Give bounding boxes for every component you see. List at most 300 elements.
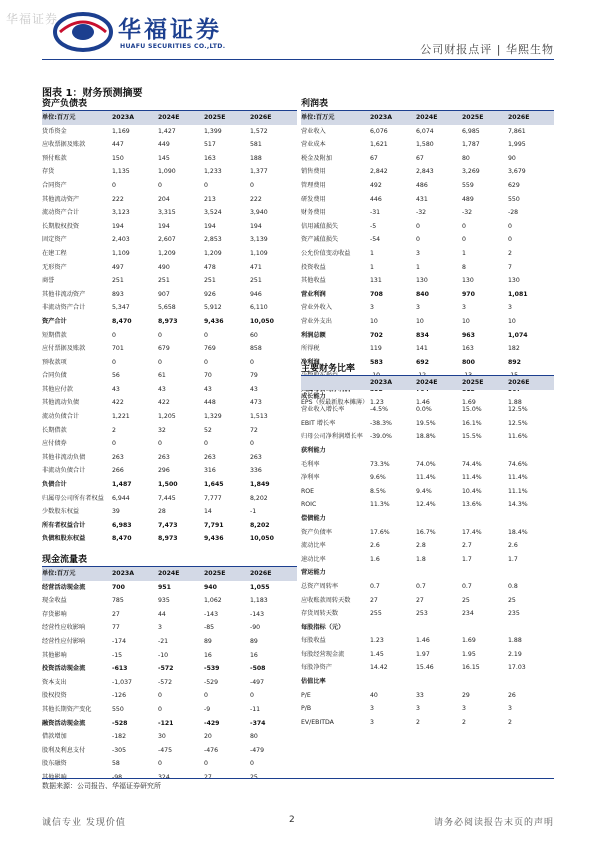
cell-value: 253 [416,610,428,618]
row-label: 利润总额 [301,331,326,339]
table-row [301,458,554,472]
table-row [301,539,554,553]
cell-value: 0 [204,358,208,366]
row-label: 负债合计 [42,481,67,489]
cell-value: 2,842 [370,168,388,176]
header-year: 2026E [508,114,530,121]
cell-value: -32 [462,209,473,217]
table-row [42,519,297,533]
footer-slogan: 诚信专业 发现价值 [42,818,126,828]
section-row [301,566,554,580]
cell-value [416,675,462,689]
row-label: 经营活动现金流 [42,583,86,591]
row-label: 货币资金 [42,127,67,135]
cell-value: 1,513 [250,413,268,421]
balance-sheet-table [42,97,297,546]
table-row [42,478,297,492]
cell-value: 2.19 [508,650,522,658]
cell-value: 11.4% [462,474,482,482]
cell-value: 449 [158,141,170,149]
row-label: 资产减值损失 [301,236,339,244]
cell-value: 7,777 [204,494,222,502]
row-label: 商誉 [42,277,55,285]
cell-value: 194 [158,222,170,230]
cell-value: 0.8 [508,582,518,590]
cell-value [416,390,462,404]
cell-value: 8,973 [158,317,178,325]
cell-value: 28 [158,508,166,516]
row-label: 总资产周转率 [301,582,339,590]
row-label: 其他非流动负债 [42,453,86,461]
cell-value: 1,135 [112,168,130,176]
cell-value: 1,645 [204,481,224,489]
cell-value: 0 [462,236,466,244]
section-row [301,621,554,635]
cell-value: 10 [462,317,470,325]
cell-value: 1,787 [462,141,480,149]
cell-value: 1,109 [112,249,130,257]
table-row [42,315,297,329]
cell-value: 1,233 [204,168,222,176]
cell-value: 194 [204,222,216,230]
table-row [42,676,297,690]
cell-value: 3,315 [158,209,176,217]
section-row [301,675,554,689]
table-row [42,649,297,663]
cell-value: -10 [158,651,169,659]
cell-value: 448 [204,399,216,407]
cell-value: 3 [508,705,512,713]
cell-value: 145 [158,154,170,162]
table-row [42,356,297,370]
cell-value: -539 [204,665,220,673]
row-label: 其他流动资产 [42,195,80,203]
row-label: 应收票据及账款 [42,141,86,149]
cell-value: 16.1% [462,419,482,427]
cell-value: -497 [250,678,265,686]
table-row [301,206,554,220]
cell-value: 907 [158,290,170,298]
cell-value: 74.4% [462,460,482,468]
cell-value: -508 [250,665,266,673]
cell-value: 17.4% [462,528,482,536]
section-row [301,390,554,404]
cell-value: 0 [250,181,254,189]
cell-value: 27 [112,610,120,618]
row-label: 税金及附加 [301,154,332,162]
cell-value: 893 [112,290,124,298]
table-row [42,689,297,703]
cell-value: 0 [204,331,208,339]
cell-value: 708 [370,290,383,298]
header-year: 2023A [112,570,135,577]
row-label: EBIT 增长率 [301,419,336,427]
cell-value: 204 [158,195,170,203]
cell-value: 6,983 [112,521,132,529]
cell-value: 2.6 [370,542,380,550]
cell-value: 11.6% [508,433,528,441]
cell-value: 490 [158,263,170,271]
table-row [42,193,297,207]
row-label: 资产负债率 [301,528,332,536]
cell-value: 9,436 [204,535,224,543]
cell-value: 2,853 [204,236,222,244]
header-year: 2024E [158,114,180,121]
cell-value: 7,791 [204,521,224,529]
header-unit-label: 单位:百万元 [301,114,335,121]
table-row [301,594,554,608]
cell-value: -305 [112,746,127,754]
row-label: 净利润 [301,358,320,366]
cell-value: 0.7 [416,582,426,590]
table-row [42,505,297,519]
cell-value: 559 [462,181,474,189]
table-row [42,233,297,247]
cell-value: 1,487 [112,481,132,489]
cell-value: -1,037 [112,678,132,686]
cell-value: 1.88 [508,637,522,645]
row-label: 股权投资 [42,692,67,700]
cell-value: 3 [462,705,466,713]
table-row [42,152,297,166]
row-label: 所得税 [301,345,320,353]
header-year: 2024E [416,379,438,386]
table-row [42,492,297,506]
row-label: 流动负债合计 [42,413,80,421]
row-label: 归属母公司所有者权益 [42,494,104,502]
cell-value: 194 [250,222,262,230]
cell-value: 5,347 [112,304,130,312]
cell-value: 5,912 [204,304,222,312]
cell-value: 1,500 [158,481,178,489]
cell-value [370,566,416,580]
table-row [301,580,554,594]
cell-value: -15 [112,651,123,659]
cell-value: -11 [250,705,261,713]
cell-value: 8,470 [112,317,132,325]
cell-value: -5 [370,222,377,230]
cell-value: 234 [462,610,474,618]
cell-value: 1,055 [250,583,270,591]
cell-value: 255 [370,610,382,618]
row-label: 公允价值变动收益 [301,249,351,257]
table-row [301,152,554,166]
cell-value [462,512,508,526]
cell-value: 7,861 [508,127,526,135]
row-label: 每股净资产 [301,664,332,672]
table-row [42,342,297,356]
cell-value [370,675,416,689]
cell-value: 25 [508,596,516,604]
cell-value: 2 [508,718,512,726]
row-label: 所有者权益合计 [42,521,86,529]
cell-value: -121 [158,719,174,727]
table-row [301,648,554,662]
table-row [301,485,554,499]
cell-value: 3,123 [112,209,130,217]
cell-value: -39.0% [370,433,392,441]
cell-value: -38.3% [370,419,392,427]
cell-value: 3 [508,304,512,312]
cell-value: 10,050 [250,317,274,325]
cell-value: 7 [508,263,512,271]
cell-value: 0 [416,236,420,244]
table-title: 主要财务比率 [301,362,554,376]
cell-value [370,621,416,635]
cell-value: 471 [250,263,262,271]
cell-value: 89 [250,637,258,645]
table-row [42,464,297,478]
cell-value: 1.95 [462,650,476,658]
row-label: 在建工程 [42,249,67,257]
cell-value: 263 [158,453,170,461]
cell-value: 222 [250,195,262,203]
cell-value: 14.3% [508,501,528,509]
cell-value: 1.69 [462,637,476,645]
cell-value [370,512,416,526]
row-label: 合同负债 [42,372,67,380]
cell-value: 10 [508,317,516,325]
watermark: 华福证券 [6,12,59,26]
header-unit-label [301,376,370,390]
cell-value: 67 [370,154,378,162]
cell-value: 422 [112,399,124,407]
table-row [301,193,554,207]
cell-value: 9.6% [370,474,386,482]
cell-value: 1,209 [204,249,222,257]
cell-value: 478 [204,263,216,271]
row-label: 营业外支出 [301,317,332,325]
cell-value: 6,944 [112,494,130,502]
cell-value: 119 [370,345,382,353]
cell-value: 52 [204,426,212,434]
row-label: 营业外收入 [301,304,332,312]
cell-value: 8,202 [250,521,270,529]
cell-value: 0 [158,331,162,339]
cell-value: 90 [508,154,516,162]
cell-value: 131 [370,277,382,285]
table-row [301,301,554,315]
cell-value: 1,081 [508,290,528,298]
cell-value: 1.23 [370,637,384,645]
cell-value: 12.5% [508,419,528,427]
cell-value: 1.6 [370,555,380,563]
cell-value: 0 [462,222,466,230]
cell-value: -374 [250,719,266,727]
cell-value: 446 [370,195,382,203]
cell-value: 0 [158,705,162,713]
cell-value [462,675,508,689]
cell-value: 1 [370,249,374,257]
table-row [301,661,554,675]
cell-value: 583 [370,358,383,366]
cell-value: -476 [204,746,219,754]
cell-value: 0 [508,236,512,244]
table-row [42,744,297,758]
cell-value: 12.4% [416,501,436,509]
header-year: 2026E [508,379,530,386]
cell-value: 1,995 [508,141,526,149]
row-label: 速动比率 [301,555,326,563]
table-row [42,138,297,152]
cell-value: 0 [250,692,254,700]
cell-value: 70 [204,372,212,380]
section-row [301,512,554,526]
header-year: 2023A [370,379,393,386]
cell-value: 473 [250,399,262,407]
logo-text-cn: 华福证券 [118,16,222,43]
cell-value [462,390,508,404]
cell-value: 692 [416,358,429,366]
row-label: 营业成本 [301,141,326,149]
table-row [301,179,554,193]
cell-value: 1 [462,249,466,257]
cell-value: 0 [112,331,116,339]
table-row [301,342,554,356]
cell-value: 0.0% [416,406,432,414]
table-row [301,138,554,152]
row-label: 经营性应付影响 [42,637,86,645]
footer-disclaimer: 请务必阅读报告末页的声明 [433,818,554,828]
table-row [301,716,554,730]
cell-value: 3,940 [250,209,268,217]
table-row [301,247,554,261]
table-row [301,702,554,716]
cell-value: 489 [462,195,474,203]
cell-value: -1 [250,508,257,516]
row-label: 投资收益 [301,263,326,271]
table-row [42,757,297,771]
row-label: 应收账款周转天数 [301,596,351,604]
table-row [42,125,297,139]
table-row [42,288,297,302]
cell-value: 8.5% [370,487,386,495]
cell-value: 840 [416,290,429,298]
row-label: 偿债能力 [301,514,326,522]
cell-value: 1.69 [462,399,476,407]
table-title: 利润表 [301,97,554,111]
cell-value: 2.8 [416,542,426,550]
row-label: 经营性应收影响 [42,624,86,632]
table-header-row [42,567,297,581]
cell-value: 1.46 [416,399,430,407]
cell-value [416,566,462,580]
page-number: 2 [289,815,295,825]
cell-value: 1.23 [370,399,384,407]
figure-title: 图表 1：财务预测摘要 [42,88,143,99]
cell-value [508,675,554,689]
cell-value: 970 [462,290,475,298]
cell-value: 33 [416,691,424,699]
row-label: 其他流动负债 [42,399,80,407]
row-label: 短期借款 [42,331,67,339]
cell-value: 701 [112,345,124,353]
cell-value: 58 [112,760,120,768]
table-row [301,403,554,417]
header-year: 2025E [204,114,226,121]
cell-value: 39 [112,508,120,516]
cell-value: 11.4% [416,474,436,482]
row-label: 合同资产 [42,181,67,189]
cell-value: 3 [370,718,374,726]
row-label: 存货周转天数 [301,610,339,618]
cell-value: 10.4% [462,487,482,495]
cell-value: 3 [370,304,374,312]
cell-value: 11.1% [508,487,528,495]
cell-value: 517 [204,141,216,149]
cell-value: 0 [204,760,208,768]
cell-value: 14 [204,508,212,516]
header-unit-label: 单位:百万元 [42,114,76,121]
table-row [301,471,554,485]
cell-value: -9 [204,705,211,713]
cell-value: 10 [416,317,424,325]
row-label: 非流动负债合计 [42,467,86,475]
cell-value: 946 [250,290,262,298]
row-label: 少数股东权益 [42,508,80,516]
cell-value: 2,403 [112,236,130,244]
cell-value [370,444,416,458]
cell-value: 785 [112,597,124,605]
row-label: 其他影响 [42,651,67,659]
cell-value: 15.5% [462,433,482,441]
row-label: 长期借款 [42,426,67,434]
cell-value: -85 [204,624,215,632]
cell-value: 486 [416,181,428,189]
table-row [301,329,554,343]
cell-value: 1,090 [158,168,176,176]
cell-value: 581 [250,141,262,149]
table-title: 现金流量表 [42,553,297,567]
row-label: P/E [301,691,311,699]
cell-value: 80 [462,154,470,162]
cell-value: 1,427 [158,127,176,135]
cell-value: 130 [462,277,474,285]
table-row [301,526,554,540]
table-row [42,301,297,315]
cell-value: 629 [508,181,520,189]
cell-value: 3 [416,705,420,713]
cell-value: 32 [158,426,166,434]
row-label: 管理费用 [301,181,326,189]
cell-value: -28 [508,209,519,217]
cell-value: 8,973 [158,535,178,543]
cell-value: 7,445 [158,494,176,502]
table-row [42,594,297,608]
cell-value: 1,205 [158,413,176,421]
cell-value: 16 [204,651,212,659]
row-label: 股东融资 [42,760,67,768]
cell-value: 0.7 [462,582,472,590]
cell-value: 56 [112,372,120,380]
cell-value: 163 [462,345,474,353]
cell-value: 10,050 [250,535,274,543]
financial-ratios-table [301,362,554,729]
cell-value: 1,329 [204,413,222,421]
cell-value: 43 [204,385,212,393]
cell-value: -126 [112,692,127,700]
table-row [42,608,297,622]
row-label: 资产合计 [42,317,67,325]
cell-value: 213 [204,195,216,203]
row-label: 成长能力 [301,392,326,400]
header-year: 2023A [112,114,135,121]
cell-value: 266 [112,467,124,475]
cell-value: 3 [158,624,162,632]
cell-value: 1,169 [112,127,130,135]
table-header-row [301,111,554,125]
table-row [42,635,297,649]
